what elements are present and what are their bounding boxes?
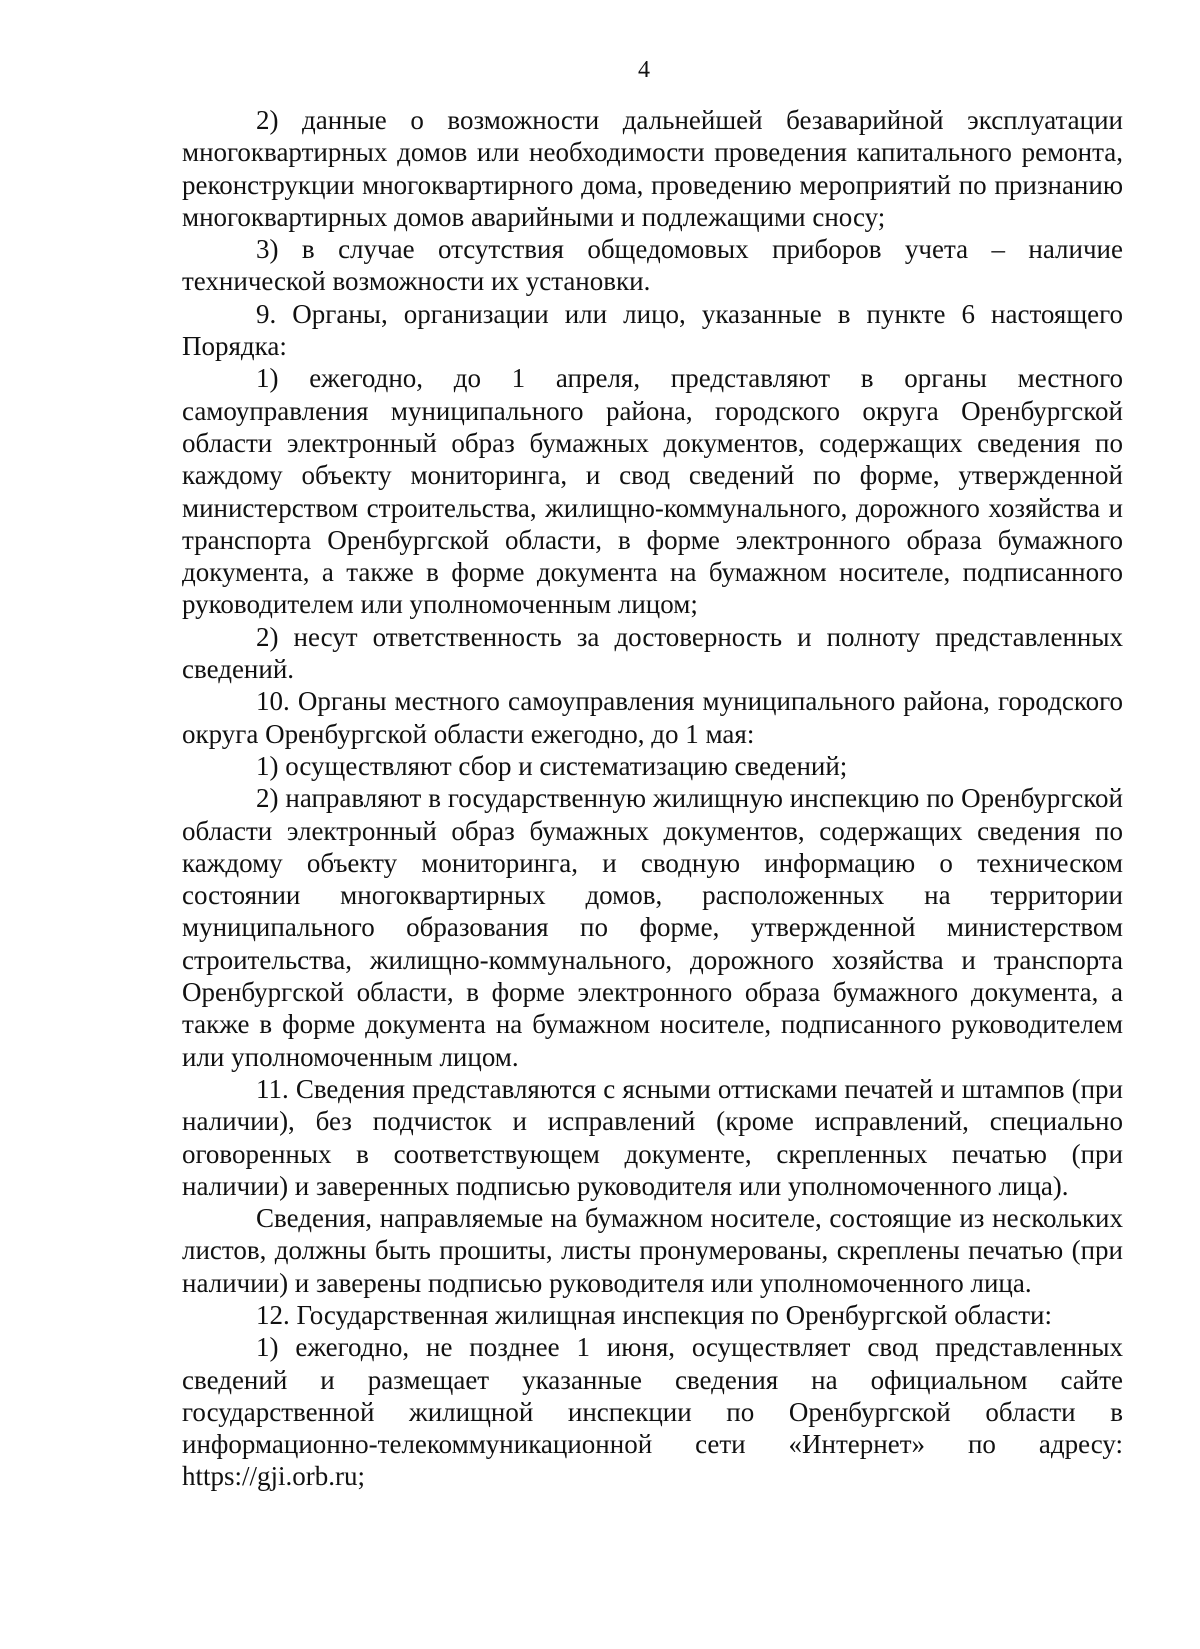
paragraph-11-requirements: 11. Сведения представляются с ясными оттисками печатей и штампов (при наличии), без подчисток и исправлений (кроме исправлений, специально оговоренных в соответствующем документе, скрепленных печатью (при наличии) и заверенных подписью руководителя или уполномоченного лица). bbox=[182, 1073, 1123, 1201]
paragraph-8-2-condition-data: 2) данные о возможности дальнейшей безаварийной эксплуатации многоквартирных домов или необходимости проведения капитального ремонта, реконструкции многоквартирного дома, проведению мероприятий по признанию многоквартирных домов аварийными и подлежащими сносу; bbox=[182, 105, 1123, 232]
paragraph-9-header: 9. Органы, организации или лицо, указанные в пункте 6 настоящего Порядка: bbox=[182, 298, 1123, 362]
paragraph-10-1-collection: 1) осуществляют сбор и систематизацию сведений; bbox=[256, 750, 848, 781]
paragraph-9-2-responsibility: 2) несут ответственность за достоверность и полноту представленных сведений. bbox=[182, 621, 1123, 685]
paragraph-10-2-forwarding: 2) направляют в государственную жилищную инспекцию по Оренбургской области электронный образ бумажных документов, содержащих сведения по каждому объекту мониторинга, и сводную информацию о техническом состоянии многоквартирных домов, расположенных на территории муниципального образования по форме, утвержденной министерством строительства, жилищно-коммунального, дорожного хозяйства и транспорта Оренбургской области, в форме электронного образа бумажного документа, а также в форме документа на бумажном носителе, подписанного руководителем или уполномоченным лицом. bbox=[182, 783, 1123, 1072]
paragraph-11-paper-sheets: Сведения, направляемые на бумажном носителе, состоящие из нескольких листов, должны быть прошиты, листы пронумерованы, скреплены печатью (при наличии) и заверены подписью руководителя или уполномоченного лица. bbox=[182, 1203, 1123, 1298]
paragraph-10-header: 10. Органы местного самоуправления муниципального района, городского округа Оренбургской области ежегодно, до 1 мая: bbox=[182, 686, 1123, 749]
paragraph-12-1-publication: 1) ежегодно, не позднее 1 июня, осуществляет свод представленных сведений и размещает указанные сведения на официальном сайте государственной жилищной инспекции по Оренбургской области в информационно-телекоммуникационной сети «Интернет» по адресу: https://gji.orb.ru; bbox=[182, 1332, 1123, 1492]
page-number: 4 bbox=[638, 57, 650, 83]
paragraph-9-1-annual-submission: 1) ежегодно, до 1 апреля, представляют в органы местного самоуправления муниципального района, городского округа Оренбургской области электронный образ бумажных документов, содержащих сведения по каждому объекту мониторинга, и свод сведений по форме, утвержденной министерством строительства, жилищно-коммунального, дорожного хозяйства и транспорта Оренбургской области, в форме электронного образа бумажного документа, а также в форме документа на бумажном носителе, подписанного руководителем или уполномоченным лицом; bbox=[182, 363, 1123, 620]
paragraph-12-header: 12. Государственная жилищная инспекция по Оренбургской области: bbox=[256, 1299, 1052, 1330]
paragraph-8-3-meter-installation: 3) в случае отсутствия общедомовых приборов учета – наличие технической возможности их установки. bbox=[182, 234, 1123, 297]
document-body bbox=[182, 104, 1123, 1493]
